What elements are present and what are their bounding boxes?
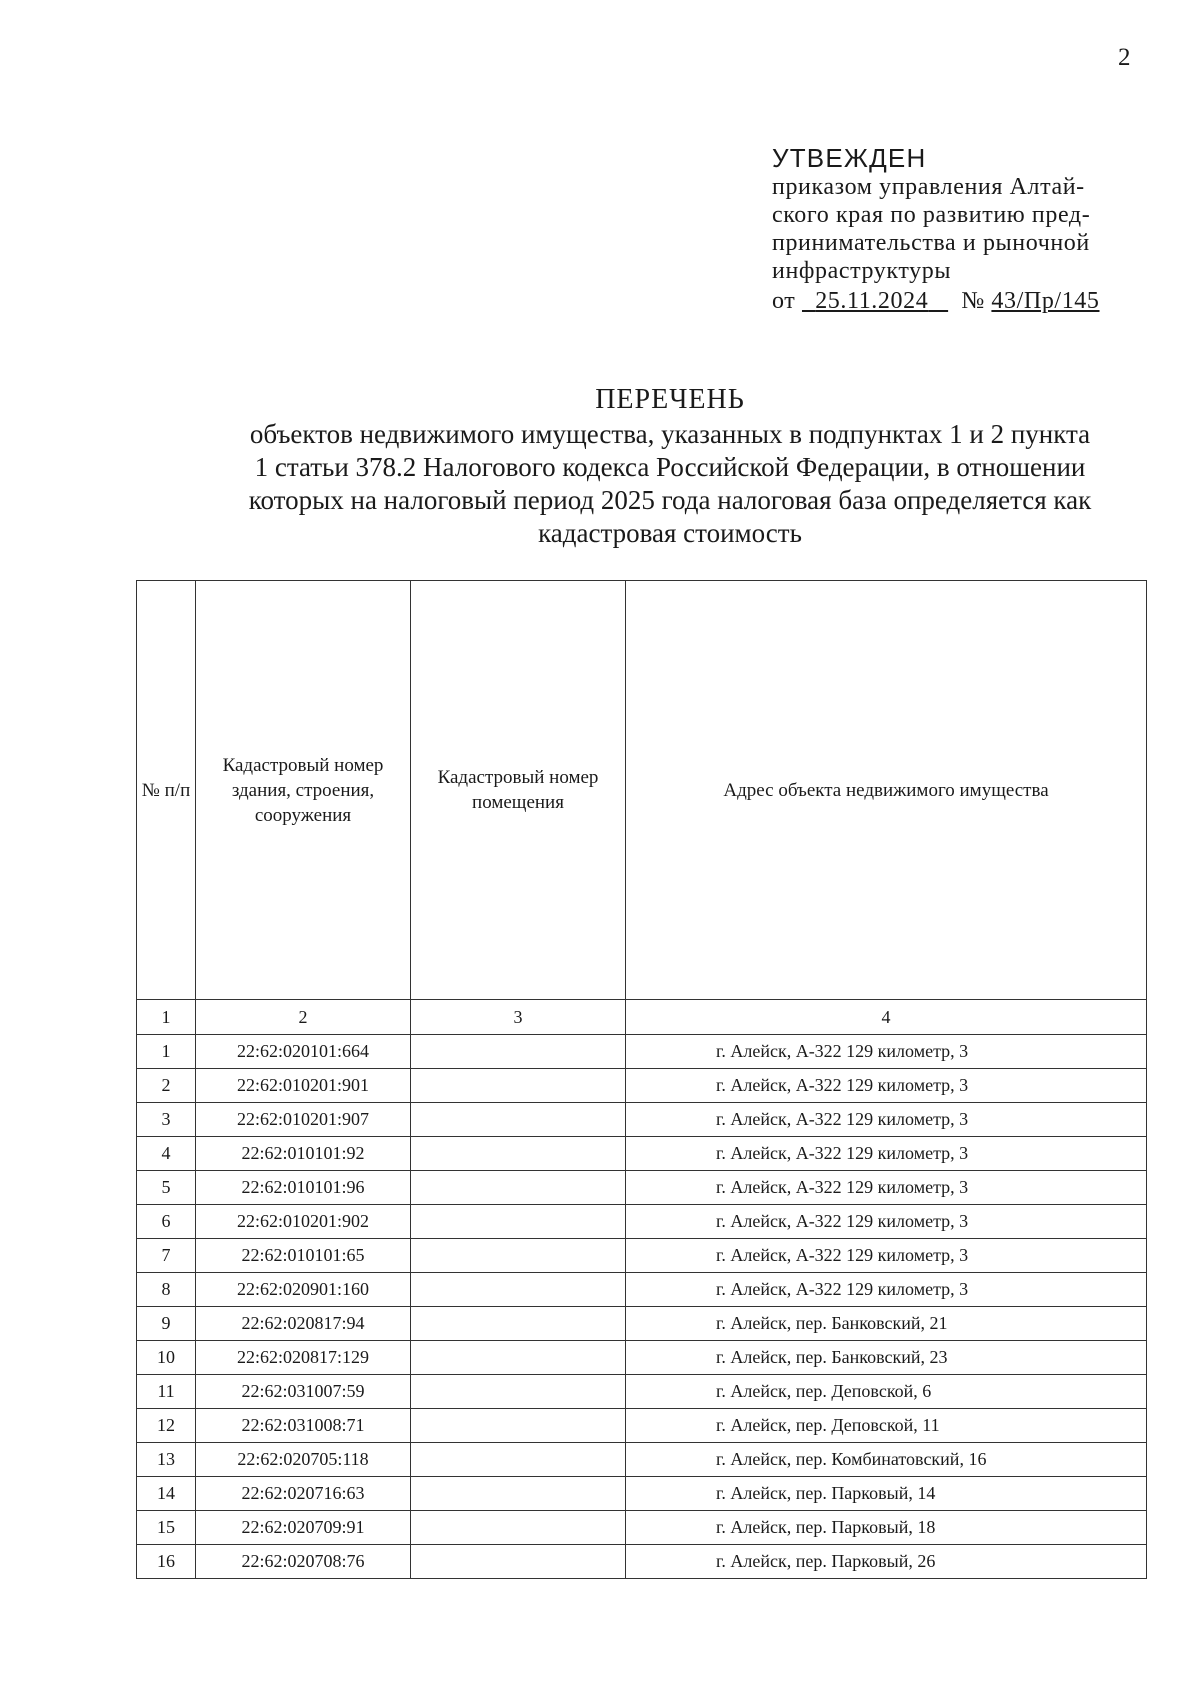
table-row (137, 1205, 1147, 1239)
premises-cadastral-cell (411, 1477, 626, 1511)
premises-cadastral-cell (411, 1035, 626, 1069)
subtitle-line: которых на налоговый период 2025 года налоговая база определяется как (248, 485, 1092, 515)
table-row (137, 1137, 1147, 1171)
premises-cadastral-cell (411, 1103, 626, 1137)
row-number-cell: 14 (137, 1477, 196, 1511)
table-body (137, 1035, 1147, 1579)
column-number: 1 (137, 1000, 196, 1035)
approval-date: 25.11.2024 (815, 288, 929, 314)
document-title (140, 383, 1200, 550)
premises-cadastral-cell (411, 1375, 626, 1409)
subtitle-line: кадастровая стоимость (538, 518, 802, 548)
column-number: 2 (196, 1000, 411, 1035)
table-row (137, 1307, 1147, 1341)
row-number-cell: 11 (137, 1375, 196, 1409)
table-header-row (137, 581, 1147, 1000)
approval-title: УТВЕЖДЕН (772, 143, 927, 173)
approval-line: инфраструктуры (772, 258, 952, 284)
building-cadastral-cell: 22:62:010101:92 (196, 1137, 411, 1171)
address-cell: г. Алейск, А-322 129 километр, 3 (626, 1205, 1147, 1239)
row-number-cell: 7 (137, 1239, 196, 1273)
premises-cadastral-cell (411, 1443, 626, 1477)
table-row (137, 1273, 1147, 1307)
row-number-cell: 13 (137, 1443, 196, 1477)
row-number-cell: 9 (137, 1307, 196, 1341)
approval-line: приказом управления Алтай- (772, 174, 1085, 200)
subtitle-line: 1 статьи 378.2 Налогового кодекса Российской Федерации, в отношении (254, 452, 1086, 482)
approval-block (772, 143, 1152, 315)
document-heading: ПЕРЕЧЕНЬ (595, 384, 745, 415)
approval-order-line (772, 287, 1152, 315)
row-number-cell: 16 (137, 1545, 196, 1579)
building-cadastral-cell: 22:62:020817:94 (196, 1307, 411, 1341)
table-row (137, 1069, 1147, 1103)
building-cadastral-cell: 22:62:020705:118 (196, 1443, 411, 1477)
premises-cadastral-cell (411, 1341, 626, 1375)
address-cell: г. Алейск, А-322 129 километр, 3 (626, 1273, 1147, 1307)
date-prefix: от (772, 288, 796, 314)
premises-cadastral-cell (411, 1069, 626, 1103)
subtitle-line: объектов недвижимого имущества, указанных в подпунктах 1 и 2 пункта (249, 419, 1091, 449)
header-premises-cadastral: Кадастровый номер помещения (411, 581, 626, 1000)
row-number-cell: 3 (137, 1103, 196, 1137)
address-cell: г. Алейск, пер. Деповской, 6 (626, 1375, 1147, 1409)
address-cell: г. Алейск, пер. Парковый, 18 (626, 1511, 1147, 1545)
address-cell: г. Алейск, А-322 129 километр, 3 (626, 1171, 1147, 1205)
approval-number: 43/Пр/145 (991, 288, 1100, 314)
header-number: № п/п (137, 581, 196, 1000)
row-number-cell: 8 (137, 1273, 196, 1307)
header-address: Адрес объекта недвижимого имущества (626, 581, 1147, 1000)
address-cell: г. Алейск, А-322 129 километр, 3 (626, 1137, 1147, 1171)
address-cell: г. Алейск, пер. Парковый, 26 (626, 1545, 1147, 1579)
property-table (136, 580, 1147, 1579)
column-number: 4 (626, 1000, 1147, 1035)
approval-line: ского края по развитию пред- (772, 202, 1091, 228)
address-cell: г. Алейск, А-322 129 километр, 3 (626, 1239, 1147, 1273)
premises-cadastral-cell (411, 1409, 626, 1443)
address-cell: г. Алейск, пер. Деповской, 11 (626, 1409, 1147, 1443)
building-cadastral-cell: 22:62:010101:96 (196, 1171, 411, 1205)
building-cadastral-cell: 22:62:020716:63 (196, 1477, 411, 1511)
building-cadastral-cell: 22:62:020709:91 (196, 1511, 411, 1545)
building-cadastral-cell: 22:62:020901:160 (196, 1273, 411, 1307)
row-number-cell: 6 (137, 1205, 196, 1239)
table-row (137, 1171, 1147, 1205)
table-row (137, 1239, 1147, 1273)
building-cadastral-cell: 22:62:031008:71 (196, 1409, 411, 1443)
row-number-cell: 5 (137, 1171, 196, 1205)
approval-line: принимательства и рыночной (772, 230, 1090, 256)
row-number-cell: 1 (137, 1035, 196, 1069)
table-row (137, 1341, 1147, 1375)
premises-cadastral-cell (411, 1205, 626, 1239)
building-cadastral-cell: 22:62:010201:901 (196, 1069, 411, 1103)
table-row (137, 1477, 1147, 1511)
building-cadastral-cell: 22:62:020101:664 (196, 1035, 411, 1069)
table-row (137, 1409, 1147, 1443)
number-prefix: № (961, 288, 985, 314)
address-cell: г. Алейск, пер. Парковый, 14 (626, 1477, 1147, 1511)
premises-cadastral-cell (411, 1307, 626, 1341)
premises-cadastral-cell (411, 1273, 626, 1307)
table-row (137, 1443, 1147, 1477)
address-cell: г. Алейск, А-322 129 километр, 3 (626, 1103, 1147, 1137)
building-cadastral-cell: 22:62:020708:76 (196, 1545, 411, 1579)
premises-cadastral-cell (411, 1545, 626, 1579)
table-row (137, 1375, 1147, 1409)
address-cell: г. Алейск, А-322 129 километр, 3 (626, 1069, 1147, 1103)
table-row (137, 1035, 1147, 1069)
row-number-cell: 4 (137, 1137, 196, 1171)
building-cadastral-cell: 22:62:010201:907 (196, 1103, 411, 1137)
address-cell: г. Алейск, А-322 129 километр, 3 (626, 1035, 1147, 1069)
building-cadastral-cell: 22:62:020817:129 (196, 1341, 411, 1375)
page-number: 2 (1118, 44, 1131, 71)
building-cadastral-cell: 22:62:010201:902 (196, 1205, 411, 1239)
building-cadastral-cell: 22:62:031007:59 (196, 1375, 411, 1409)
premises-cadastral-cell (411, 1137, 626, 1171)
table-row (137, 1511, 1147, 1545)
header-building-cadastral: Кадастровый номер здания, строения, сооружения (196, 581, 411, 1000)
table-row (137, 1103, 1147, 1137)
column-number: 3 (411, 1000, 626, 1035)
premises-cadastral-cell (411, 1511, 626, 1545)
address-cell: г. Алейск, пер. Банковский, 21 (626, 1307, 1147, 1341)
premises-cadastral-cell (411, 1239, 626, 1273)
row-number-cell: 10 (137, 1341, 196, 1375)
row-number-cell: 2 (137, 1069, 196, 1103)
column-number-row (137, 1000, 1147, 1035)
row-number-cell: 15 (137, 1511, 196, 1545)
table-row (137, 1545, 1147, 1579)
building-cadastral-cell: 22:62:010101:65 (196, 1239, 411, 1273)
address-cell: г. Алейск, пер. Комбинатовский, 16 (626, 1443, 1147, 1477)
premises-cadastral-cell (411, 1171, 626, 1205)
address-cell: г. Алейск, пер. Банковский, 23 (626, 1341, 1147, 1375)
row-number-cell: 12 (137, 1409, 196, 1443)
